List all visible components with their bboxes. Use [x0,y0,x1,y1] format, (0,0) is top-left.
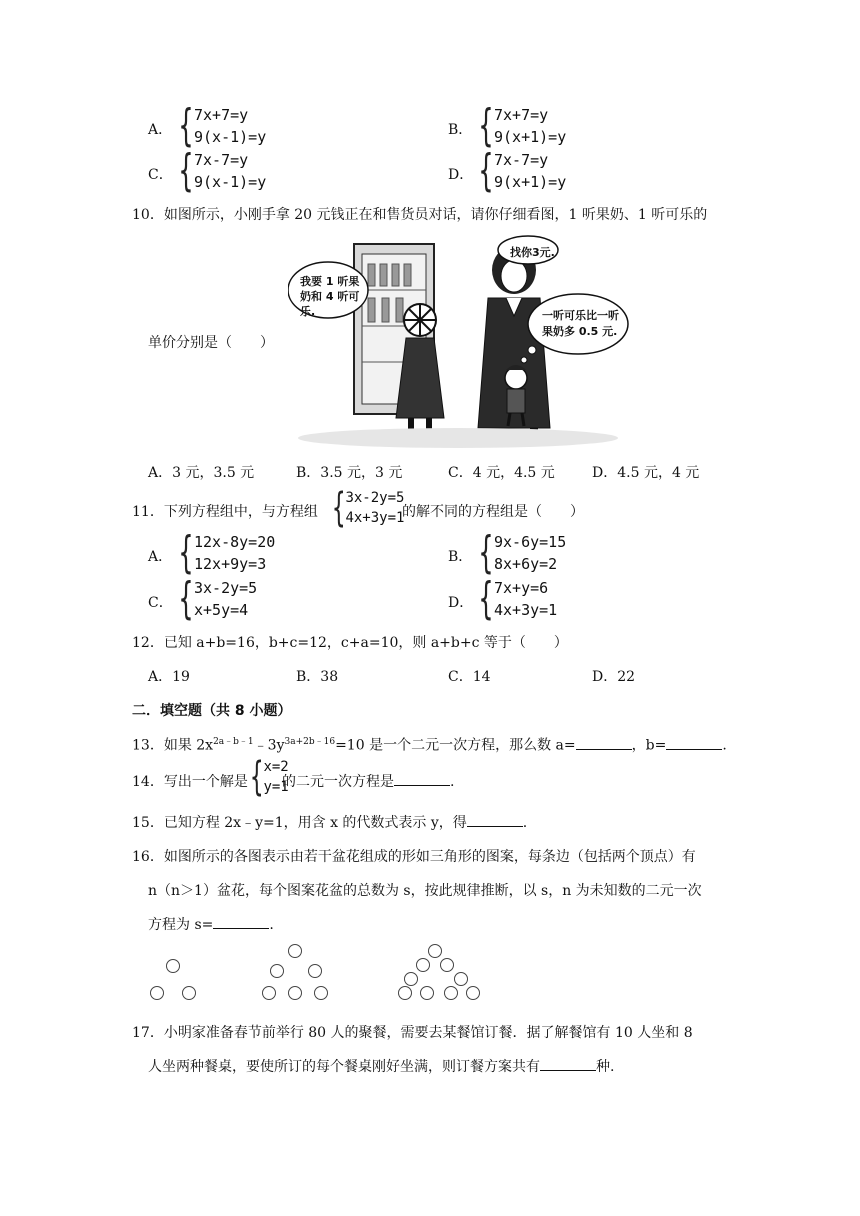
boy-speech-bubble: 一听可乐比一听果奶多 0.5 元. [542,309,619,338]
q10-stem: 10．如图所示，小刚手拿 20 元钱正在和售货员对话，请你仔细看图，1 听果奶、1 听可乐的 [132,207,708,223]
q11-option-a-label: A． [148,549,173,565]
equation: 12x+9y=3 [194,555,267,573]
q17-line1: 17．小明家准备春节前举行 80 人的聚餐，需要去某餐馆订餐．据了解餐馆有 10 人坐和 8 [132,1025,693,1041]
brace-icon: { [178,100,194,151]
q13-post: =10 是一个二元一次方程，那么数 a= [335,737,576,754]
equation: 4x+3y=1 [494,601,558,619]
q16-line2: n（n＞1）盆花，每个图案花盆的总数为 s，按此规律推断，以 s，n 为未知数的二元一次 [148,883,702,899]
q12-stem: 12．已知 a+b=16，b+c=12，c+a=10，则 a+b+c 等于（ ） [132,635,568,651]
q9-option-c-system [172,145,267,196]
equation: 9(x-1)=y [194,128,267,146]
flower-pot [404,972,418,986]
q9-option-a-label: A． [148,122,173,138]
equation: 8x+6y=2 [494,555,558,573]
brace-icon: { [178,573,194,624]
q16-line3 [148,914,274,934]
brace-icon: { [331,485,346,531]
equation: 3x-2y=5 [345,490,405,506]
equation: y=1 [263,779,289,795]
answer-blank[interactable] [576,735,632,750]
flower-pot [428,944,442,958]
answer-blank[interactable] [540,1056,596,1071]
q10-option-c: C．4 元，4.5 元 [448,465,555,481]
q16-end: . [269,917,274,933]
flower-pot [166,959,180,973]
equation: 7x-7=y [194,151,249,169]
flower-pot [314,986,328,1000]
equation: 4x+3y=1 [345,510,405,526]
answer-blank[interactable] [666,735,722,750]
q14-pre: 14．写出一个解是 [132,774,248,790]
flower-pot [262,986,276,1000]
flower-pot [270,964,284,978]
q10-stem-cont: 单价分别是（ ） [148,335,274,351]
flower-pot [182,986,196,1000]
flower-pot [420,986,434,1000]
flower-pot [444,986,458,1000]
q13-end: . [722,737,727,754]
equation: 9(x+1)=y [494,128,567,146]
answer-blank[interactable] [394,771,450,786]
q17-line2 [148,1056,614,1076]
flower-pot [288,986,302,1000]
brace-icon: { [478,145,494,196]
flower-pot [466,986,480,1000]
q15-end: . [522,815,528,831]
q17-end: 种. [596,1059,615,1075]
section-heading: 二．填空题（共 8 小题） [132,703,292,719]
q13-line [132,734,727,755]
q15-text: 15．已知方程 2x﹣y=1，用含 x 的代数式表示 y，得 [132,815,467,831]
q10-option-b: B．3.5 元，3 元 [296,465,403,481]
q11-stem-post: 的解不同的方程组是（ ） [402,504,584,520]
brace-icon: { [478,527,494,578]
equation: 7x+7=y [194,106,249,124]
q9-option-c-label: C． [148,167,173,183]
q12-option-b: B．38 [296,669,339,685]
q12-option-c: C．14 [448,669,491,685]
q9-option-d-system [472,145,567,196]
q16-line1: 16．如图所示的各图表示由若干盆花组成的形如三角形的图案，每条边（包括两个顶点）有 [132,849,696,865]
answer-blank[interactable] [213,914,269,929]
clerk-speech-bubble: 找你3元. [510,246,555,259]
equation: 9(x-1)=y [194,173,267,191]
brace-icon: { [178,145,194,196]
flower-pot [454,972,468,986]
q11-option-c-system [172,573,258,624]
q12-option-a: A．19 [148,669,190,685]
equation: 9x-6y=15 [494,533,567,551]
equation: 7x-7=y [494,151,549,169]
q13-exponent-1: 2a﹣b﹣1 [213,737,254,747]
equation: 7x+y=6 [494,579,549,597]
equation: 7x+7=y [494,106,549,124]
equation: x+5y=4 [194,601,249,619]
flower-pot [398,986,412,1000]
q9-option-a-system [172,100,267,151]
q9-option-b-system [472,100,567,151]
q11-stem-pre: 11．下列方程组中，与方程组 [132,504,318,520]
q13-mid: ﹣3y [253,737,285,754]
q11-given-system [326,485,405,531]
q11-option-b-system [472,527,567,578]
q9-option-b-label: B． [448,122,473,138]
q11-option-c-label: C． [148,595,173,611]
q10-illustration [288,228,638,456]
q11-option-b-label: B． [448,549,473,565]
q16-line3-text: 方程为 s= [148,917,214,933]
q13-sep: ，b= [631,737,667,754]
flower-pot [416,958,430,972]
equation: 12x-8y=20 [194,533,276,551]
girl-speech-bubble: 我要 1 听果奶和 4 听可乐. [300,275,360,318]
q14-post: 的二元一次方程是 [282,774,394,790]
flower-pot [150,986,164,1000]
q13-pre: 13．如果 2x [132,737,214,754]
q15-line [132,812,527,832]
equation: x=2 [263,759,289,775]
q9-option-d-label: D． [448,167,474,183]
q10-option-a: A．3 元，3.5 元 [148,465,255,481]
equation: 9(x+1)=y [494,173,567,191]
brace-icon: { [249,754,264,800]
q14-post-line [282,771,454,791]
q11-option-a-system [172,527,276,578]
flower-pot [288,944,302,958]
flower-pot [440,958,454,972]
equation: 3x-2y=5 [194,579,258,597]
q17-line2-text: 人坐两种餐桌，要使所订的每个餐桌刚好坐满，则订餐方案共有 [148,1059,540,1075]
q11-option-d-system [472,573,558,624]
brace-icon: { [478,100,494,151]
flower-pot [308,964,322,978]
answer-blank[interactable] [467,812,523,827]
brace-icon: { [478,573,494,624]
q13-exponent-2: 3a+2b﹣16 [284,737,336,747]
q10-option-d: D．4.5 元，4 元 [592,465,700,481]
brace-icon: { [178,527,194,578]
q11-option-d-label: D． [448,595,474,611]
q12-option-d: D．22 [592,669,636,685]
q14-end: . [450,774,455,790]
